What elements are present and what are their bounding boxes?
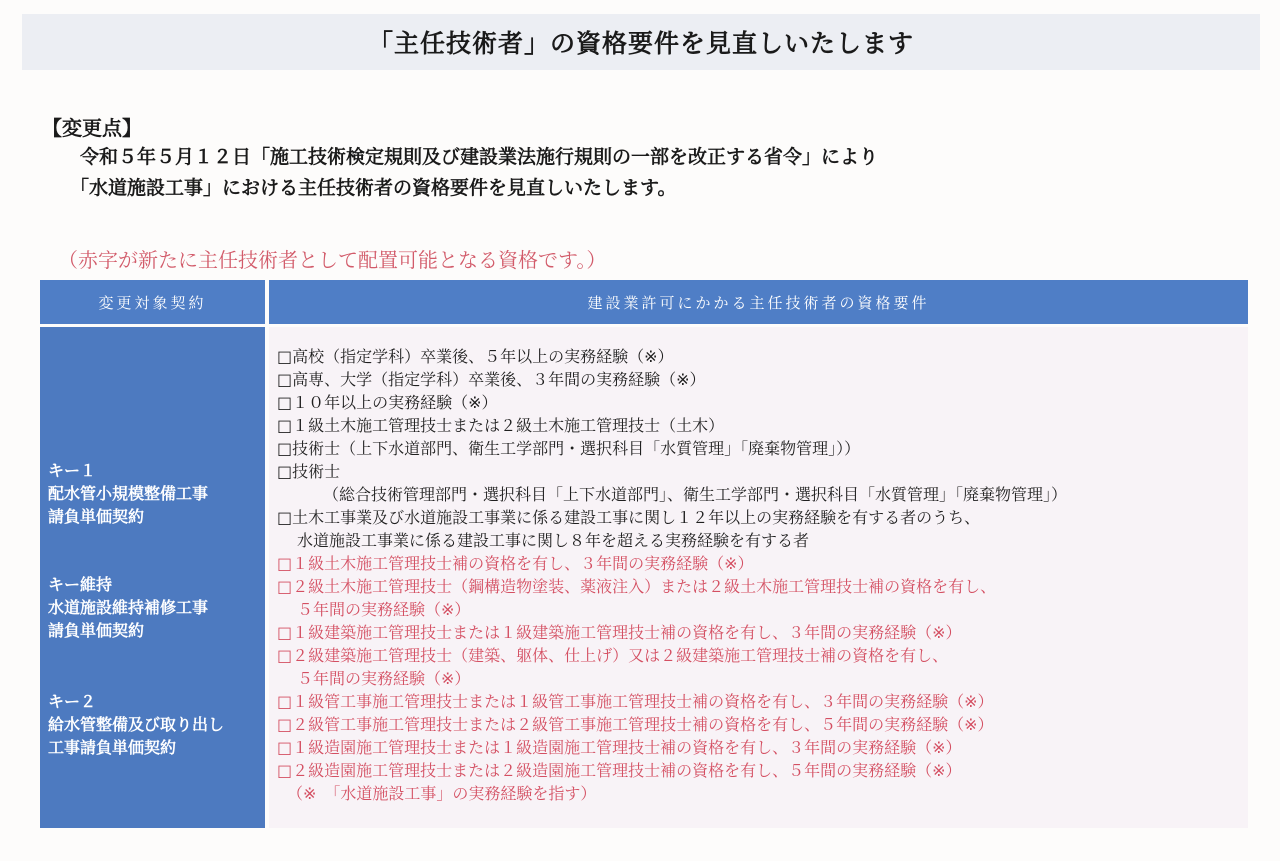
contract-key1 [48, 459, 208, 528]
header-target-contract: 変更対象契約 [40, 280, 265, 324]
change-description-line-1: 令和５年５月１２日「施工技術検定規則及び建設業法施行規則の一部を改正する省令」により [80, 146, 879, 168]
new-requirement-item-continuation: ５年間の実務経験（※） [297, 600, 471, 619]
title-banner [22, 14, 1260, 70]
page-title: 「主任技術者」の資格要件を見直しいたします [367, 29, 914, 58]
contract-key1-name: 配水管小規模整備工事 [48, 484, 209, 503]
contract-key2 [48, 690, 224, 759]
contract-key1-code: キー１ [48, 461, 97, 480]
new-requirement-item-continuation: ５年間の実務経験（※） [297, 669, 471, 688]
new-requirement-item: □２級管工事施工管理技士または２級管工事施工管理技士補の資格を有し、５年間の実務経験（※） [277, 715, 994, 734]
requirement-item: □技術士（上下水道部門、衛生工学部門・選択科目「水質管理」「廃棄物管理」）） [277, 439, 861, 458]
contracts-cell [40, 327, 265, 828]
new-requirement-item: □２級土木施工管理技士（鋼構造物塗装、薬液注入）または２級土木施工管理技士補の資格を有し、 [277, 577, 997, 596]
contract-key1-type: 請負単価契約 [48, 507, 145, 526]
requirement-item-continuation: （総合技術管理部門・選択科目「上下水道部門」、衛生工学部門・選択科目「水質管理」「廃棄物管理」） [323, 485, 1068, 504]
requirement-item: □１０年以上の実務経験（※） [277, 393, 498, 412]
change-description-line-2: 「水道施設工事」における主任技術者の資格要件を見直しいたします。 [70, 177, 677, 199]
header-qualification-requirements: 建設業許可にかかる主任技術者の資格要件 [269, 280, 1248, 324]
new-requirement-item: □２級造園施工管理技士または２級造園施工管理技士補の資格を有し、５年間の実務経験（※） [277, 761, 962, 780]
requirement-item: □高校（指定学科）卒業後、５年以上の実務経験（※） [277, 347, 674, 366]
change-section-label: 【変更点】 [42, 116, 142, 140]
contract-key-maintenance-type: 請負単価契約 [48, 621, 145, 640]
contract-key2-code: キー２ [48, 692, 97, 711]
qualification-table [40, 280, 1248, 828]
requirement-item: □高専、大学（指定学科）卒業後、３年間の実務経験（※） [277, 370, 706, 389]
new-requirement-item: □１級造園施工管理技士または１級造園施工管理技士補の資格を有し、３年間の実務経験（※） [277, 738, 962, 757]
requirement-item: □１級土木施工管理技士または２級土木施工管理技士（土木） [277, 416, 725, 435]
contract-key-maintenance [48, 573, 208, 642]
new-requirement-item: □１級建築施工管理技士または１級建築施工管理技士補の資格を有し、３年間の実務経験（※） [277, 623, 962, 642]
requirement-item: □技術士 [277, 462, 341, 481]
requirements-list [277, 345, 1067, 805]
contract-key2-name: 給水管整備及び取り出し [48, 715, 225, 734]
contract-key-maintenance-code: キー維持 [48, 575, 113, 594]
change-description [70, 142, 879, 204]
new-requirement-item: □１級管工事施工管理技士または１級管工事施工管理技士補の資格を有し、３年間の実務経験（※） [277, 692, 994, 711]
red-text-legend: （赤字が新たに主任技術者として配置可能となる資格です。） [58, 248, 607, 272]
contract-key2-type: 工事請負単価契約 [48, 738, 177, 757]
requirement-item: □土木工事業及び水道施設工事業に係る建設工事に関し１２年以上の実務経験を有する者のうち、 [277, 508, 981, 527]
requirement-footnote: （※ 「水道施設工事」の実務経験を指す） [287, 784, 597, 803]
requirement-item-continuation: 水道施設工事業に係る建設工事に関し８年を超える実務経験を有する者 [297, 531, 810, 550]
contract-key-maintenance-name: 水道施設維持補修工事 [48, 598, 209, 617]
requirements-cell [269, 327, 1248, 828]
new-requirement-item: □２級建築施工管理技士（建築、躯体、仕上げ）又は２級建築施工管理技士補の資格を有し、 [277, 646, 949, 665]
new-requirement-item: □１級土木施工管理技士補の資格を有し、３年間の実務経験（※） [277, 554, 754, 573]
